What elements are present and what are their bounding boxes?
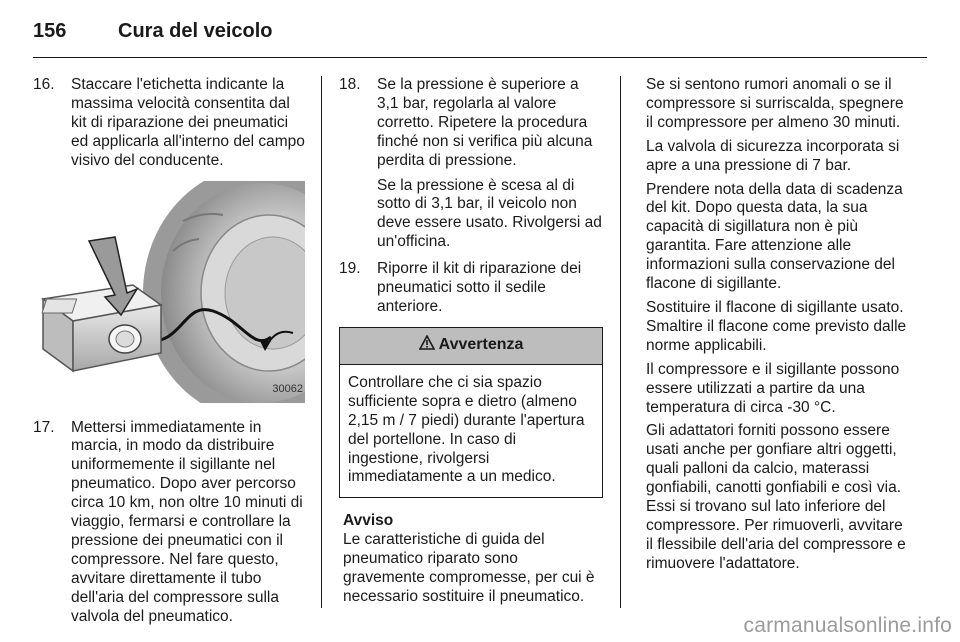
warning-header (340, 328, 602, 365)
warning-title: Avvertenza (438, 336, 524, 354)
step-16 (33, 76, 305, 171)
step-text: Mettersi immediatamente in marcia, in modo da distribuire uniformemente il sigillante nel pneumatico. Dopo aver percorso circa 10 km, non oltre 10 minuti di viaggio, fermarsi e controllare la pressione dei pneumatici con il compressore. Nel fare questo, avvitare direttamente il tubo dell'aria del compressore sulla valvola del pneumatico. (71, 418, 303, 625)
step-number: 18. (339, 76, 361, 93)
step-number: 16. (33, 76, 55, 93)
paragraph: La valvola di sicurezza incorporata si apre a una pressione di 7 bar. (646, 137, 900, 174)
paragraph: Prendere nota della data di scadenza del kit. Dopo questa data, la sua capacità di sigillatura non è più garantita. Fare attenzione alle informazioni sulla conservazione del flacone di sigillante. (646, 180, 903, 293)
step-text: Staccare l'etichetta indicante la massima velocità consentita dal kit di riparazione dei pneumatici ed applicarla all'interno del campo visivo del conducente. (71, 76, 305, 169)
step-number: 19. (339, 260, 361, 278)
column-divider (620, 76, 621, 608)
step-number: 17. (33, 418, 55, 436)
step-18 (339, 76, 603, 252)
header-rule (33, 57, 927, 58)
note-text: Le caratteristiche di guida del pneumatico riparato sono gravemente compromesse, per cui è necessario sostituire il pneumatico. (343, 531, 595, 605)
note-block (339, 512, 603, 607)
column-divider (321, 76, 322, 608)
column-right (646, 76, 910, 579)
paragraph: Se si sentono rumori anomali o se il compressore si surriscalda, spegnere il compressore per almeno 30 minuti. (646, 76, 904, 131)
paragraph: Il compressore e il sigillante possono essere utilizzati a partire da una temperatura di circa -30 °C. (646, 360, 900, 416)
step-17 (33, 419, 305, 627)
page-title: Cura del veicolo (118, 20, 273, 42)
watermark: carmanualsonline.info (743, 614, 952, 637)
column-middle (339, 76, 603, 607)
paragraph: Gli adattatori forniti possono essere usati anche per gonfiare altri oggetti, quali palloni da calcio, materassi gonfiabili, canotti gonfiabili e così via. Essi si trovano sul lato inferiore del compressore. Per rimuoverli, avvitare il flessibile dell'aria del compressore e rimuovere l'adattatore. (646, 422, 906, 572)
step-text: Riporre il kit di riparazione dei pneumatici sotto il sedile anteriore. (377, 260, 582, 315)
warning-triangle-icon (419, 335, 435, 356)
step-text: Se la pressione è scesa al di sotto di 3,1 bar, il veicolo non deve essere usato. Rivolgersi ad un'officina. (377, 176, 602, 251)
step-text: Se la pressione è superiore a 3,1 bar, regolarla al valore corretto. Ripetere la procedura finché non si verifica più alcuna perdita di pressione. (377, 76, 593, 169)
page-header (0, 0, 960, 58)
page-number: 156 (33, 20, 67, 42)
warning-box (339, 327, 603, 498)
column-left (33, 76, 305, 635)
paragraph: Sostituire il flacone di sigillante usato. Smaltire il flacone come previsto dalle norme applicabili. (646, 298, 907, 354)
note-title: Avviso (343, 512, 394, 530)
step-19 (339, 260, 603, 317)
figure-code: 30062 (272, 382, 303, 395)
illustration-compressor-tire (33, 181, 305, 403)
warning-text: Controllare che ci sia spazio sufficiente sopra e dietro (almeno 2,15 m / 7 piedi) durante l'apertura del portellone. In caso di ingestione, rivolgersi immediatamente a un medico. (348, 373, 585, 486)
illustration-svg (33, 181, 305, 403)
